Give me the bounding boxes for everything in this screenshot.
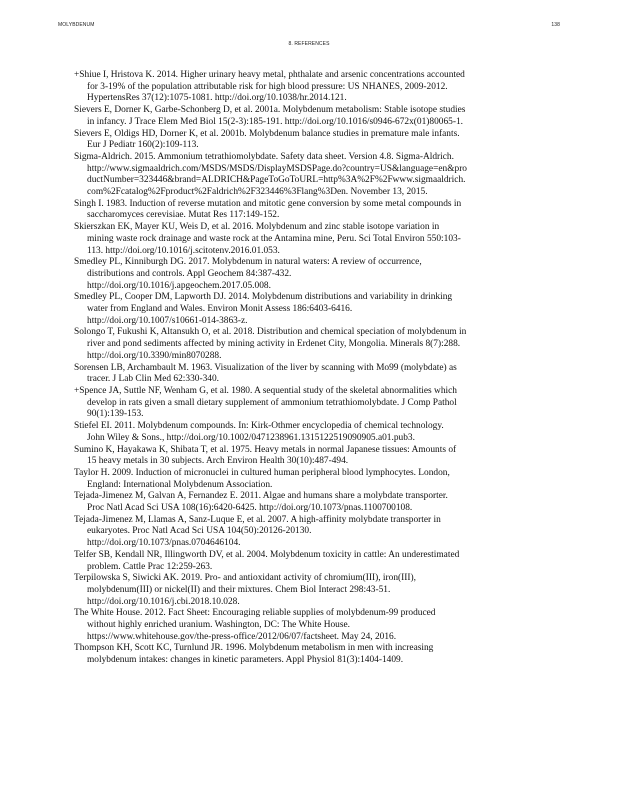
- reference-entry: Smedley PL, Kinniburgh DG. 2017. Molybdenum in natural waters: A review of occurrence, distributions and controls. Appl Geochem 84:387-432. http://doi.org/10.1016/j.apgeochem.2017.05.008.: [74, 257, 422, 291]
- reference-entry: Sievers E, Oldigs HD, Dorner K, et al. 2001b. Molybdenum balance studies in premature male infants. Eur J Pediatr 160(2):109-113.: [74, 128, 460, 151]
- reference-entry: Sigma-Aldrich. 2015. Ammonium tetrathiomolybdate. Safety data sheet. Version 4.8. Sigma-Aldrich. http://www.sigmaaldrich.com/MSDS/MSDS/DisplayMSDSPage.do?country=US&language=en&pro ductNumber=323446&brand=ALDRICH&PageToGoToURL=http%3A%2F%2Fwww.sigmaaldrich. com%2Fcatalog%2Fproduct%2Faldrich%2F323446%3Flang%3Den. November 13, 2015.: [74, 151, 467, 198]
- reference-entry: Telfer SB, Kendall NR, Illingworth DV, et al. 2004. Molybdenum toxicity in cattle: An underestimated problem. Cattle Prac 12:259-263.: [74, 549, 460, 572]
- reference-entry: Skierszkan EK, Mayer KU, Weis D, et al. 2016. Molybdenum and zinc stable isotope variation in mining waste rock drainage and waste rock at the Antamina mine, Peru. Sci Total Environ 550:103- 113. http://doi.org/10.1016/j.scitotenv.2016.01.053.: [74, 222, 461, 256]
- page-number: 138: [551, 22, 560, 28]
- reference-entry: Sievers E, Dorner K, Garbe-Schonberg D, et al. 2001a. Molybdenum metabolism: Stable isotope studies in infancy. J Trace Elem Med Biol 15(2-3):185-191. http://doi.org/10.1016/s0946-672x(01)80065-1.: [74, 105, 466, 127]
- reference-entry: Terpilowska S, Siwicki AK. 2019. Pro- and antioxidant activity of chromium(III), iron(III), molybdenum(III) or nickel(II) and their mixtures. Chem Biol Interact 298:43-51. http://doi.org/10.1016/j.cbi.2018.10.028.: [74, 573, 416, 607]
- reference-entry: Taylor H. 2009. Induction of micronuclei in cultured human peripheral blood lymphocytes. London, England: International Molybdenum Association.: [74, 467, 450, 490]
- reference-entry: Thompson KH, Scott KC, Turnlund JR. 1996. Molybdenum metabolism in men with increasing molybdenum intakes: changes in kinetic parameters. Appl Physiol 81(3):1404-1409.: [74, 643, 434, 666]
- running-header: [58, 22, 560, 32]
- reference-entry: Solongo T, Fukushi K, Altansukh O, et al. 2018. Distribution and chemical speciation of molybdenum in river and pond sediments affected by mining activity in Erdenet City, Mongolia. Minerals 8(7):288. http://doi.org/10.3390/min8070288.: [74, 327, 467, 361]
- reference-entry: Stiefel EI. 2011. Molybdenum compounds. In: Kirk-Othmer encyclopedia of chemical technology. John Wiley & Sons., http://doi.org/10.1002/0471238961.1315122519090905.a01.pub3.: [74, 421, 444, 443]
- reference-entry: Singh I. 1983. Induction of reverse mutation and mitotic gene conversion by some metal compounds in saccharomyces cerevisiae. Mutat Res 117:149-152.: [74, 198, 462, 221]
- section-heading: 8. REFERENCES: [288, 41, 330, 47]
- reference-entry: Tejada-Jimenez M, Llamas A, Sanz-Luque E, et al. 2007. A high-affinity molybdate transporter in eukaryotes. Proc Natl Acad Sci USA 104(50):20126-20130. http://doi.org/10.1073/pnas.0704646104.: [74, 514, 441, 549]
- reference-list: [74, 70, 566, 667]
- reference-entry: Sorensen LB, Archambault M. 1963. Visualization of the liver by scanning with Mo99 (molybdate) as tracer. J Lab Clin Med 62:330-340.: [74, 362, 457, 385]
- header-chapter-title: MOLYBDENUM: [58, 22, 95, 28]
- reference-entry: +Spence JA, Suttle NF, Wenham G, et al. 1980. A sequential study of the skeletal abnormalities which develop in rats given a small dietary supplement of ammonium tetrathiomolybdate. J Comp Pathol 90(1):139-153.: [74, 385, 457, 420]
- reference-entry: The White House. 2012. Fact Sheet: Encouraging reliable supplies of molybdenum-99 produced without highly enriched uranium. Washington, DC: The White House. https://www.whitehouse.gov/the-press-office/2012/06/07/factsheet. May 24, 2016.: [74, 608, 436, 642]
- reference-entry: Smedley PL, Cooper DM, Lapworth DJ. 2014. Molybdenum distributions and variability in drinking water from England and Wales. Environ Monit Assess 186:6403-6416. http://doi.org/10.1007/s10661-014-3863-z.: [74, 292, 453, 326]
- reference-entry: Tejada-Jimenez M, Galvan A, Fernandez E. 2011. Algae and humans share a molybdate transporter. Proc Natl Acad Sci USA 108(16):6420-6425. http://doi.org/10.1073/pnas.1100700108.: [74, 491, 448, 514]
- reference-entry: +Shiue I, Hristova K. 2014. Higher urinary heavy metal, phthalate and arsenic concentrations accounted for 3-19% of the population attributable risk for high blood pressure: US NHANES, 2009-2012. HypertensRes 37(12):1075-1081. http://doi.org/10.1038/hr.2014.121.: [74, 70, 465, 104]
- reference-entry: Sumino K, Hayakawa K, Shibata T, et al. 1975. Heavy metals in normal Japanese tissues: Amounts of 15 heavy metals in 30 subjects. Arch Environ Health 30(10):487-494.: [74, 444, 457, 467]
